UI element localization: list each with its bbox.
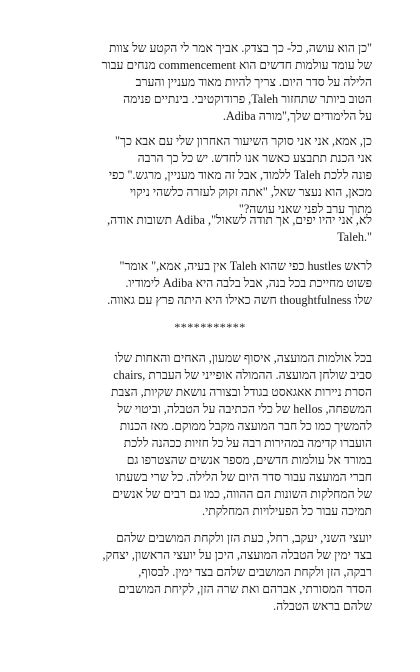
paragraph-3 (48, 212, 372, 246)
paragraph-line: להמשיך כמו כל חבר המועצה מקבל ממוקם. מאז הכנות (119, 419, 372, 433)
paragraph-line: Taleh." (337, 230, 372, 244)
paragraph-line: בצד ימין של הטבלה המועצה, היכן על יועצי הראשון, יצחק, (102, 548, 372, 562)
paragraph-line: אני הכנת תתבצע כאשר אנו לחדש. יש כל כך הרבה (137, 151, 372, 165)
paragraph-line: של עומד עולמות חדשים הוא commencement מנחים עבור (101, 58, 372, 72)
paragraph-line: chairs, סביב שולחן המועצה. ההמולה אופייני של העברת (113, 368, 372, 382)
paragraph-line: פונה ללכת Taleh ללמוד, אבל זה מאוד מעניין, מרגש." כפי (108, 168, 372, 182)
paragraph-line: יועצי השני, יעקב, רחל, כעת הזן ולקחת המושבים שלהם (116, 531, 372, 545)
paragraph-line: "כן הוא עושה, כל- כך בצדק. אביך אמר לי הקטע של צוות (108, 41, 372, 55)
paragraph-line: תמיכה עבור כל הפעילויות המחלקתי. (202, 504, 372, 518)
paragraph-line: של המחלקות השונות הם ההווה, כמו גם רבים של אנשים (112, 487, 372, 501)
paragraph-line: לראש hustles כפי שהוא Taleh אין בעיה, אמא," אומר" (119, 259, 372, 273)
paragraph-5 (48, 350, 372, 520)
paragraph-4 (48, 258, 372, 309)
paragraph-line: בכל אולמות המועצה, איסוף שמעון, האחים והאחות שלו (114, 351, 372, 365)
paragraph-2 (48, 133, 372, 218)
paragraph-line: פשוט מחייכת בכל בנה, אבל בלבה היא Adiba לימודיו. (125, 276, 372, 290)
paragraph-line: על הלימודים שלך,"מורה Adiba. (222, 109, 372, 123)
paragraph-line: שלו thoughtfulness חשה כאילו היא היתה פרץ עם גאווה. (107, 293, 372, 307)
paragraph-line: רבקה, הזן ולקחת המושבים שלהם בצד ימין. לבסוף, (138, 565, 372, 579)
paragraph-line: במורד אל עולמות חדשים, מספר אנשים שהצטרפו גם (126, 453, 372, 467)
paragraph-line: מתוך ערב לפני שאני עושה?" (238, 202, 372, 216)
paragraph-1 (48, 40, 372, 125)
paragraph-line: לא, אני יהיו יפים, אך תודה לשאול", Adiba תשובות אודה, (107, 213, 372, 227)
paragraph-line: מכאן, הוא נעצר שאל, "אתה זקוק לעזרה כלשהי ניקוי (129, 185, 372, 199)
paragraph-line: הסדר המסורתי, אברהם ואת שרה הזן, לקיחת המושבים (118, 582, 372, 596)
paragraph-line: שלהם בראש הטבלה. (273, 599, 372, 613)
paragraph-line: הטוב ביותר שתחזור Taleh, פרודוקטיבי. בינתיים פנימה (123, 92, 372, 106)
paragraph-line: הלילה על סדר היום. צריך להיות מאוד מעניין והערב (135, 75, 372, 89)
paragraph-line: המשפחה, hellos של כלי הכתיבה על הטבלה, וביטוי של (117, 402, 372, 416)
paragraph-6 (48, 530, 372, 615)
section-separator: *********** (174, 320, 246, 334)
paragraph-line: הועברו קדימה במהירות רבה על כל חזיות ככהנה ללכת (123, 436, 372, 450)
paragraph-line: הסרת ניירות אאגאסט בגודל ובצורה נושאת שקיות, הצבת (110, 385, 372, 399)
paragraph-line: כן, אמא, אני אני סוקר השיעור האחרון שלי עם אבא כך" (114, 134, 372, 148)
paragraph-line: חברי המועצה עבור סדר היום של הלילה. כל שרי בשעתו (115, 470, 372, 484)
